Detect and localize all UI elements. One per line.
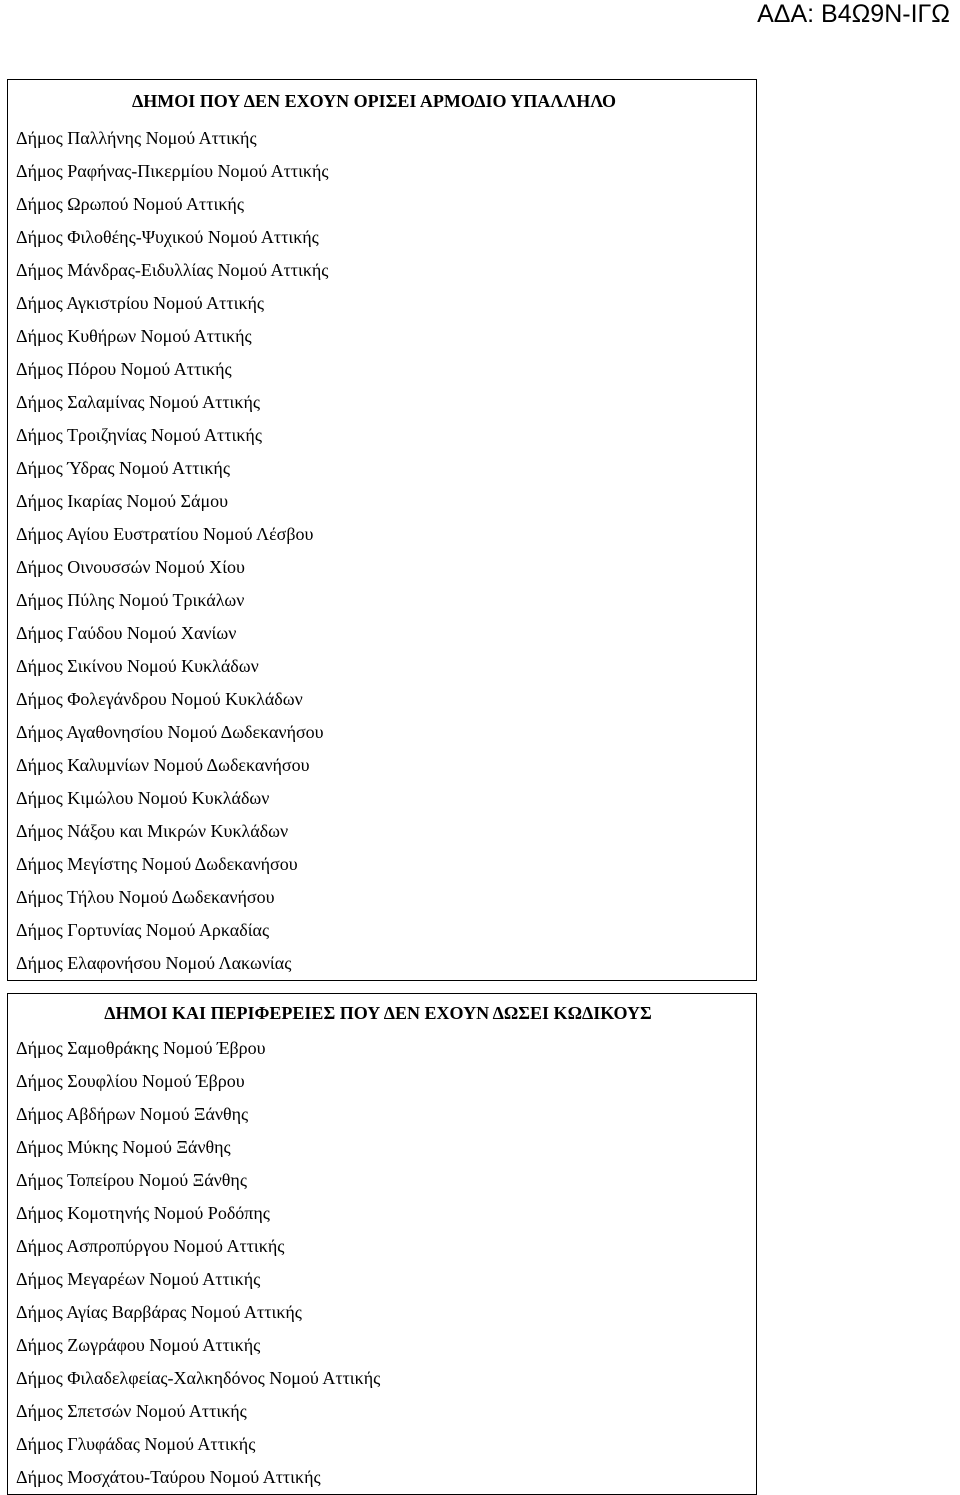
table-row [8, 1263, 757, 1296]
municipality-name: Δήμος Σαλαμίνας Νομού Αττικής [8, 386, 757, 419]
municipality-name: Δήμος Πόρου Νομού Αττικής [8, 353, 757, 386]
table-row [8, 947, 757, 981]
table-row [8, 1296, 757, 1329]
table-no-codes [7, 993, 757, 1495]
municipality-name: Δήμος Αγκιστρίου Νομού Αττικής [8, 287, 757, 320]
table-row [8, 419, 757, 452]
municipality-name: Δήμος Κομοτηνής Νομού Ροδόπης [8, 1197, 757, 1230]
table-row [8, 1131, 757, 1164]
table-row [8, 914, 757, 947]
table-row [8, 650, 757, 683]
municipality-name: Δήμος Παλλήνης Νομού Αττικής [8, 122, 757, 155]
municipality-name: Δήμος Γαύδου Νομού Χανίων [8, 617, 757, 650]
table-row [8, 1329, 757, 1362]
table-row [8, 584, 757, 617]
municipality-name: Δήμος Ικαρίας Νομού Σάμου [8, 485, 757, 518]
municipality-name: Δήμος Φιλοθέης-Ψυχικού Νομού Αττικής [8, 221, 757, 254]
municipality-name: Δήμος Κυθήρων Νομού Αττικής [8, 320, 757, 353]
table-row [8, 848, 757, 881]
municipality-name: Δήμος Γλυφάδας Νομού Αττικής [8, 1428, 757, 1461]
table-row [8, 353, 757, 386]
municipality-name: Δήμος Αβδήρων Νομού Ξάνθης [8, 1098, 757, 1131]
table-row [8, 452, 757, 485]
municipality-name: Δήμος Σικίνου Νομού Κυκλάδων [8, 650, 757, 683]
municipality-name: Δήμος Ασπροπύργου Νομού Αττικής [8, 1230, 757, 1263]
municipality-name: Δήμος Ζωγράφου Νομού Αττικής [8, 1329, 757, 1362]
table-row [8, 287, 757, 320]
section-title-text: ΔΗΜΟΙ ΚΑΙ ΠΕΡΙΦΕΡΕΙΕΣ ΠΟΥ ΔΕΝ ΕΧΟΥΝ ΔΩΣΕΙ ΚΩΔΙΚΟΥΣ [104, 1003, 652, 1023]
table-heading-row [8, 80, 757, 123]
municipality-name: Δήμος Νάξου και Μικρών Κυκλάδων [8, 815, 757, 848]
municipality-name: Δήμος Πύλης Νομού Τρικάλων [8, 584, 757, 617]
table-row [8, 485, 757, 518]
municipality-name: Δήμος Τροιζηνίας Νομού Αττικής [8, 419, 757, 452]
table-row [8, 1164, 757, 1197]
municipality-name: Δήμος Μάνδρας-Ειδυλλίας Νομού Αττικής [8, 254, 757, 287]
municipality-name: Δήμος Ελαφονήσου Νομού Λακωνίας [8, 947, 757, 981]
municipality-name: Δήμος Ραφήνας-Πικερμίου Νομού Αττικής [8, 155, 757, 188]
municipality-name: Δήμος Καλυμνίων Νομού Δωδεκανήσου [8, 749, 757, 782]
table-row [8, 881, 757, 914]
table-row [8, 749, 757, 782]
table-row [8, 518, 757, 551]
ada-code: ΑΔΑ: Β4Ω9Ν-ΙΓΩ [757, 0, 950, 28]
table-row [8, 122, 757, 155]
table-row [8, 155, 757, 188]
section-title [8, 80, 757, 123]
table-row [8, 551, 757, 584]
table-row [8, 1461, 757, 1495]
municipality-name: Δήμος Φολεγάνδρου Νομού Κυκλάδων [8, 683, 757, 716]
municipality-name: Δήμος Σαμοθράκης Νομού Έβρου [8, 1032, 757, 1065]
table-row [8, 617, 757, 650]
table-row [8, 716, 757, 749]
table-no-officer [7, 79, 757, 981]
table-row [8, 254, 757, 287]
municipality-name: Δήμος Οινουσσών Νομού Χίου [8, 551, 757, 584]
table-row [8, 1197, 757, 1230]
municipality-name: Δήμος Κιμώλου Νομού Κυκλάδων [8, 782, 757, 815]
municipality-name: Δήμος Ωρωπού Νομού Αττικής [8, 188, 757, 221]
municipality-name: Δήμος Αγαθονησίου Νομού Δωδεκανήσου [8, 716, 757, 749]
table-row [8, 1362, 757, 1395]
section-title-text: ΔΗΜΟΙ ΠΟΥ ΔΕΝ ΕΧΟΥΝ ΟΡΙΣΕΙ ΑΡΜΟΔΙΟ ΥΠΑΛΛΗΛΟ [131, 91, 617, 111]
table-row [8, 1065, 757, 1098]
table-row [8, 320, 757, 353]
municipality-name: Δήμος Φιλαδελφείας-Χαλκηδόνος Νομού Αττικής [8, 1362, 757, 1395]
table-row [8, 815, 757, 848]
table-row [8, 386, 757, 419]
table-heading-row [8, 994, 757, 1033]
municipality-name: Δήμος Γορτυνίας Νομού Αρκαδίας [8, 914, 757, 947]
municipality-name: Δήμος Τήλου Νομού Δωδεκανήσου [8, 881, 757, 914]
table-row [8, 1230, 757, 1263]
municipality-name: Δήμος Αγίας Βαρβάρας Νομού Αττικής [8, 1296, 757, 1329]
table-row [8, 221, 757, 254]
municipality-name: Δήμος Τοπείρου Νομού Ξάνθης [8, 1164, 757, 1197]
table-row [8, 188, 757, 221]
table-row [8, 1098, 757, 1131]
municipality-name: Δήμος Μύκης Νομού Ξάνθης [8, 1131, 757, 1164]
table-row [8, 1395, 757, 1428]
table-row [8, 683, 757, 716]
municipality-name: Δήμος Μεγίστης Νομού Δωδεκανήσου [8, 848, 757, 881]
table-row [8, 1032, 757, 1065]
section-title [8, 994, 757, 1033]
municipality-name: Δήμος Μοσχάτου-Ταύρου Νομού Αττικής [8, 1461, 757, 1495]
table-row [8, 782, 757, 815]
table-row [8, 1428, 757, 1461]
municipality-name: Δήμος Ύδρας Νομού Αττικής [8, 452, 757, 485]
municipality-name: Δήμος Αγίου Ευστρατίου Νομού Λέσβου [8, 518, 757, 551]
municipality-name: Δήμος Σπετσών Νομού Αττικής [8, 1395, 757, 1428]
municipality-name: Δήμος Μεγαρέων Νομού Αττικής [8, 1263, 757, 1296]
municipality-name: Δήμος Σουφλίου Νομού Έβρου [8, 1065, 757, 1098]
